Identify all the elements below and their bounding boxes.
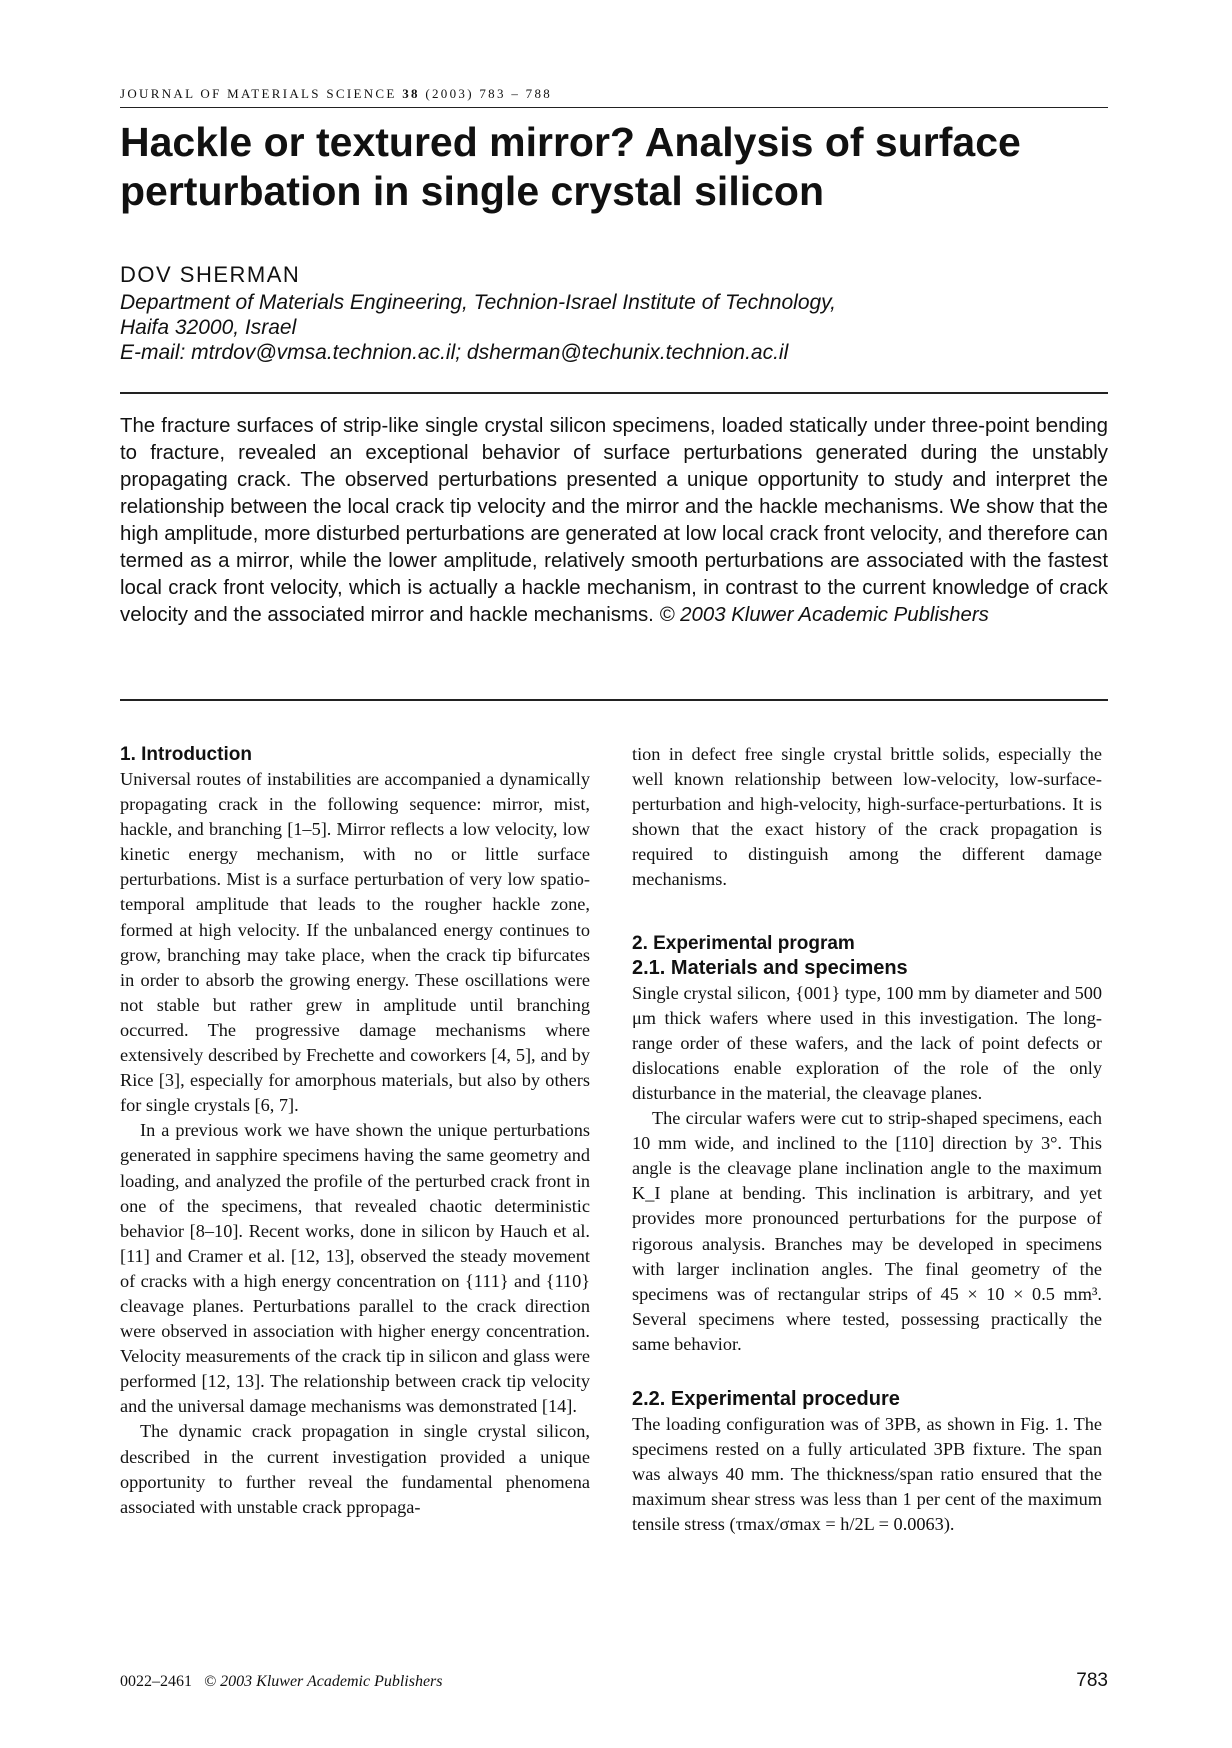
abstract-text: The fracture surfaces of strip-like single crystal silicon specimens, loaded statically under three-point bending to fracture, revealed an exceptional behavior of surface perturbations generated during the unstably propagating crack. The observed perturbations presented a unique opportunity to study and interpret the relationship between the local crack tip velocity and the mirror and the hackle mechanisms. We show that the high amplitude, more disturbed perturbations are generated at low local crack front velocity, and therefore can termed as a mirror, while the lower amplitude, relatively smooth perturbations are associated with the fastest local crack front velocity, which is actually a hackle mechanism, in contrast to the current knowledge of crack velocity and the associated mirror and hackle mechanisms.	[120, 415, 1108, 626]
issn: 0022–2461	[120, 1673, 192, 1690]
divider	[120, 392, 1108, 394]
page-number: 783	[1076, 1670, 1108, 1691]
journal-name: JOURNAL OF MATERIALS SCIENCE	[120, 86, 397, 101]
paragraph: The dynamic crack propagation in single crystal silicon, described in the current investigation provided a unique opportunity to further reveal the fundamental phenomena associated with unstable crack ppropaga-	[120, 1421, 590, 1517]
divider	[120, 699, 1108, 701]
paragraph: In a previous work we have shown the unique perturbations generated in sapphire specimens having the same geometry and loading, and analyzed the profile of the perturbed crack front in one of the specimens, that revealed chaotic deterministic behavior [8–10]. Recent works, done in silicon by Hauch et al. [11] and Cramer et al. [12, 13], observed the steady movement of cracks with a high energy concentration on {111} and {110} cleavage planes. Perturbations parallel to the crack direction were observed in association with higher energy concentration. Velocity measurements of the crack tip in silicon and glass were performed [12, 13]. The relationship between crack tip velocity and the universal damage mechanisms was demonstrated [14].	[120, 1120, 590, 1417]
section-heading-introduction: 1. Introduction	[120, 744, 252, 765]
title-line: Hackle or textured mirror? Analysis of surface	[120, 119, 1021, 165]
footer-copyright: © 2003 Kluwer Academic Publishers	[204, 1673, 443, 1690]
paragraph: Single crystal silicon, {001} type, 100 mm by diameter and 500 μm thick wafers where used in this investigation. The long-range order of these wafers, and the lack of point defects or dislocations enable exploration of the role of the only disturbance in the material, the cleavage planes.	[632, 982, 1102, 1103]
subsection-heading-materials: 2.1. Materials and specimens	[632, 956, 908, 979]
abstract-copyright: © 2003 Kluwer Academic Publishers	[659, 604, 989, 626]
footer-issn	[120, 1673, 443, 1691]
paragraph-continuation: tion in defect free single crystal brittle solids, especially the well known relationship between low-velocity, low-surface-perturbation and high-velocity, high-surface-perturbations. It is shown that the exact history of the crack propagation is required to distinguish among the different damage mechanisms.	[632, 744, 1102, 890]
title-line: perturbation in single crystal silicon	[120, 168, 824, 214]
paper-title	[120, 118, 1108, 216]
running-head	[120, 86, 1108, 108]
left-column	[120, 742, 590, 1520]
paragraph: Universal routes of instabilities are accompanied a dynamically propagating crack in the following sequence: mirror, mist, hackle, and branching [1–5]. Mirror reflects a low velocity, low kinetic energy mechanism, with no or little surface perturbations. Mist is a surface perturbation of very low spatio-temporal amplitude that leads to the rougher hackle zone, formed at high velocity. If the unbalanced energy continues to grow, branching may take place, when the crack tip bifurcates in order to absorb the growing energy. These oscillations were not stable but rather grew in amplitude until branching occurred. The progressive damage mechanisms where extensively described by Frechette and coworkers [4, 5], and by Rice [3], especially for amorphous materials, but also by others for single crystals [6, 7].	[120, 769, 590, 1116]
abstract	[120, 413, 1108, 629]
journal-year-pages: (2003) 783 – 788	[425, 86, 553, 101]
paragraph: The circular wafers were cut to strip-shaped specimens, each 10 mm wide, and inclined to the [110] direction by 3°. This angle is the cleavage plane inclination angle to the maximum K_I plane at bending. This inclination is arbitrary, and yet provides more pronounced perturbations for the purpose of rigorous analysis. Branches may be developed in specimens with larger inclination angles. The final geometry of the specimens was of rectangular strips of 45 × 10 × 0.5 mm³. Several specimens where tested, possessing practically the same behavior.	[632, 1108, 1102, 1354]
journal-volume: 38	[402, 86, 420, 101]
paragraph: The loading configuration was of 3PB, as shown in Fig. 1. The specimens rested on a fully articulated 3PB fixture. The span was always 40 mm. The thickness/span ratio ensured that the maximum shear stress was less than 1 per cent of the maximum tensile stress (τmax/σmax = h/2L = 0.0063).	[632, 1413, 1102, 1535]
subsection-heading-procedure: 2.2. Experimental procedure	[632, 1387, 900, 1410]
affiliation-line: Haifa 32000, Israel	[120, 316, 297, 339]
affiliation-line: Department of Materials Engineering, Technion-Israel Institute of Technology,	[120, 291, 836, 314]
author-name: DOV SHERMAN	[120, 262, 301, 287]
author-email: E-mail: mtrdov@vmsa.technion.ac.il; dsherman@techunix.technion.ac.il	[120, 341, 789, 364]
author-affiliation	[120, 290, 1108, 365]
section-heading-experimental: 2. Experimental program	[632, 932, 855, 954]
right-column	[632, 742, 1102, 1537]
